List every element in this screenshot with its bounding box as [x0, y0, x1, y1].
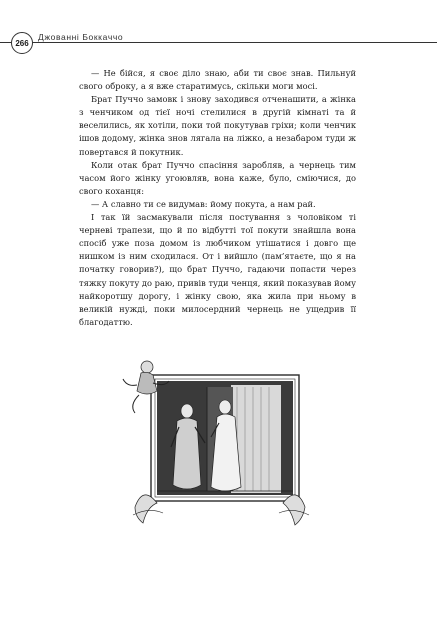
paragraph: І так їй засмакували після постування з чоловіком ті черневі трапези, що й по відбутті тої покути знайшла вона спосіб уже поза домом із любчиком утішатися і довго ще нишком із ним сходилася. От і вийшло (пам’ятаєте, що я на початку говорив?), що брат Пуччо, гадаючи попасти через тяжку покуту до раю, привів туди ченця, який показував йому найкоротшу дорогу, і жінку свою, яка жила при ньому в великій нужді, поки милосердний чернець не ущедрив її благодаттю. — [79, 212, 356, 327]
running-head: Джованні Боккаччо — [38, 32, 124, 42]
header-rule — [0, 42, 437, 43]
page-number-badge — [11, 32, 33, 54]
paragraph: Коли отак брат Пуччо спасіння заробляв, а чернець тим часом його жінку угоювляв, вона каже, було, сміючися, до свого коханця: — [79, 159, 356, 196]
body-text — [79, 67, 356, 329]
page-number: 266 — [15, 38, 29, 48]
paragraph: — А славно ти се видумав: йому покута, а нам рай. — [91, 198, 316, 209]
paragraph: — Не бійся, я своє діло знаю, аби ти своє знав. Пильнуй свого оброку, а я вже старатимусь, скільки моги мосі. — [79, 68, 356, 92]
paragraph: Брат Пуччо замовк і знову заходився отченашити, а жінка з ченчиком од тієї ночі стелилися в другій кімнаті та й веселились, як хотіли, поки той покутував гріхи; коли ченчик ішов додому, жінка знов лягала на ліжко, а незабаром туди ж повертався й покутник. — [79, 94, 356, 157]
engraving-illustration-icon — [113, 357, 325, 532]
